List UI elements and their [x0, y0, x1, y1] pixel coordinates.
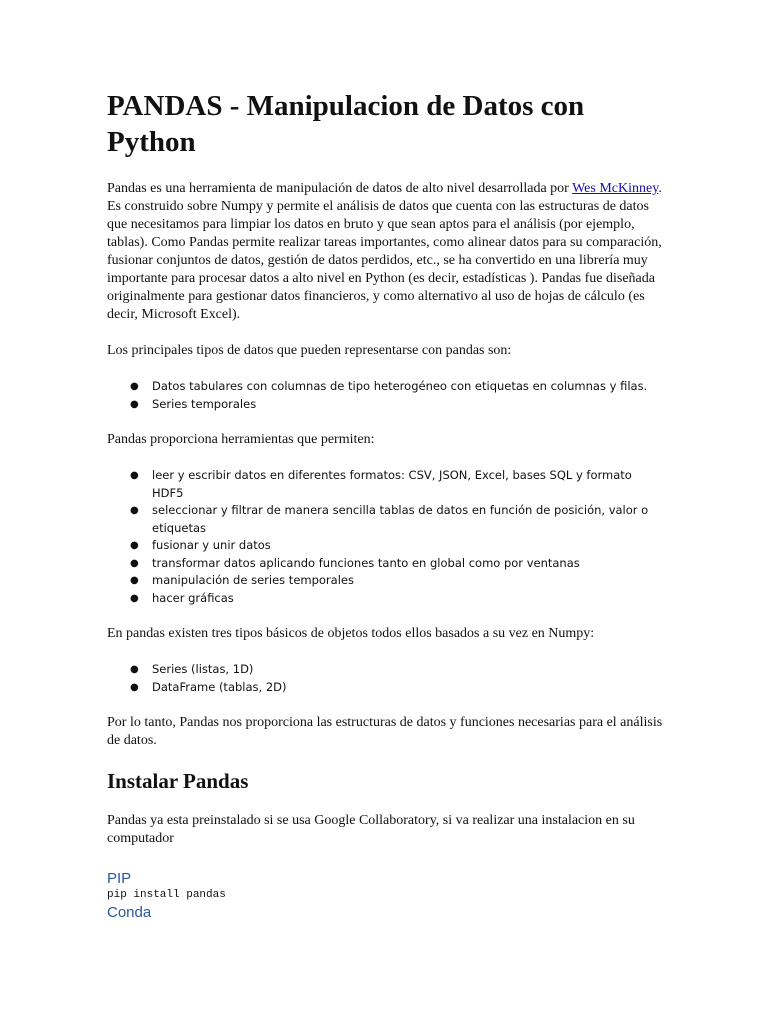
list-item-text: leer y escribir datos en diferentes formatos: CSV, JSON, Excel, bases SQL y formato HDF5: [152, 468, 632, 500]
bullet-icon: ●: [130, 664, 139, 675]
list-item-text: manipulación de series temporales: [152, 573, 354, 587]
document-page: [107, 88, 663, 922]
tools-intro: Pandas proporciona herramientas que permiten:: [107, 432, 375, 447]
bullet-icon: ●: [130, 470, 139, 481]
list-item-text: seleccionar y filtrar de manera sencilla tablas de datos en función de posición, valor o etiquetas: [152, 503, 649, 535]
intro-paragraph: [107, 180, 663, 324]
list-item-text: Series (listas, 1D): [152, 662, 254, 676]
types-intro: Los principales tipos de datos que pueden representarse con pandas son:: [107, 343, 512, 358]
list-item-text: Datos tabulares con columnas de tipo heterogéneo con etiquetas en columnas y filas.: [152, 379, 648, 393]
page-title: PANDAS - Manipulacion de Datos con Python: [107, 90, 585, 158]
conclusion-paragraph: Por lo tanto, Pandas nos proporciona las estructuras de datos y funciones necesarias para el análisis de datos.: [107, 715, 663, 748]
objects-list: [107, 661, 663, 696]
list-item-text: DataFrame (tablas, 2D): [152, 679, 287, 694]
list-item: [130, 467, 663, 502]
list-item-text: fusionar y unir datos: [152, 538, 271, 552]
list-item: [130, 572, 663, 590]
list-item: [130, 396, 663, 414]
list-item: [130, 661, 663, 679]
objects-intro: En pandas existen tres tipos básicos de objetos todos ellos basados a su vez en Numpy:: [107, 626, 595, 641]
intro-text-after: . Es construido sobre Numpy y permite el análisis de datos que cuenta con las estructuras de datos que necesitamos para limpiar los datos en bruto y que sean aptos para el análisis (por ejemplo, tablas). Como Pandas permite realizar tareas importantes, como alinear datos para su comparación, fusionar conjuntos de datos, gestión de datos perdidos, etc., se ha convertido en una librería muy importante para procesar datos a alto nivel en Python (es decir, estadísticas ). Pandas fue diseñada originalmente para gestionar datos financieros, y como alternativo al uso de hojas de cálculo (es decir, Microsoft Excel).: [107, 181, 662, 322]
tools-list: [107, 467, 663, 607]
bullet-icon: ●: [130, 381, 139, 392]
install-heading: Instalar Pandas: [107, 769, 249, 793]
list-item: [130, 378, 663, 396]
list-item: [130, 537, 663, 555]
pip-command: pip install pandas: [107, 889, 226, 901]
types-list: [107, 378, 663, 413]
list-item-text: Series temporales: [152, 396, 257, 411]
bullet-icon: ●: [130, 557, 139, 569]
bullet-icon: ●: [130, 575, 139, 586]
list-item: [130, 502, 663, 537]
list-item: [130, 679, 663, 697]
intro-text-before: Pandas es una herramienta de manipulación de datos de alto nivel desarrollada por: [107, 181, 573, 196]
bullet-icon: ●: [130, 681, 139, 693]
bullet-icon: ●: [130, 398, 139, 410]
list-item: [130, 590, 663, 608]
wes-mckinney-link[interactable]: Wes McKinney: [572, 181, 659, 196]
pip-label: PIP: [107, 870, 132, 887]
list-item: [130, 555, 663, 573]
bullet-icon: ●: [130, 540, 139, 551]
list-item-text: hacer gráficas: [152, 590, 234, 605]
bullet-icon: ●: [130, 592, 139, 604]
conda-label: Conda: [107, 904, 152, 921]
list-item-text: transformar datos aplicando funciones tanto en global como por ventanas: [152, 555, 580, 570]
install-paragraph: Pandas ya esta preinstalado si se usa Google Collaboratory, si va realizar una instalacion en su computador: [107, 813, 635, 846]
bullet-icon: ●: [130, 505, 139, 516]
